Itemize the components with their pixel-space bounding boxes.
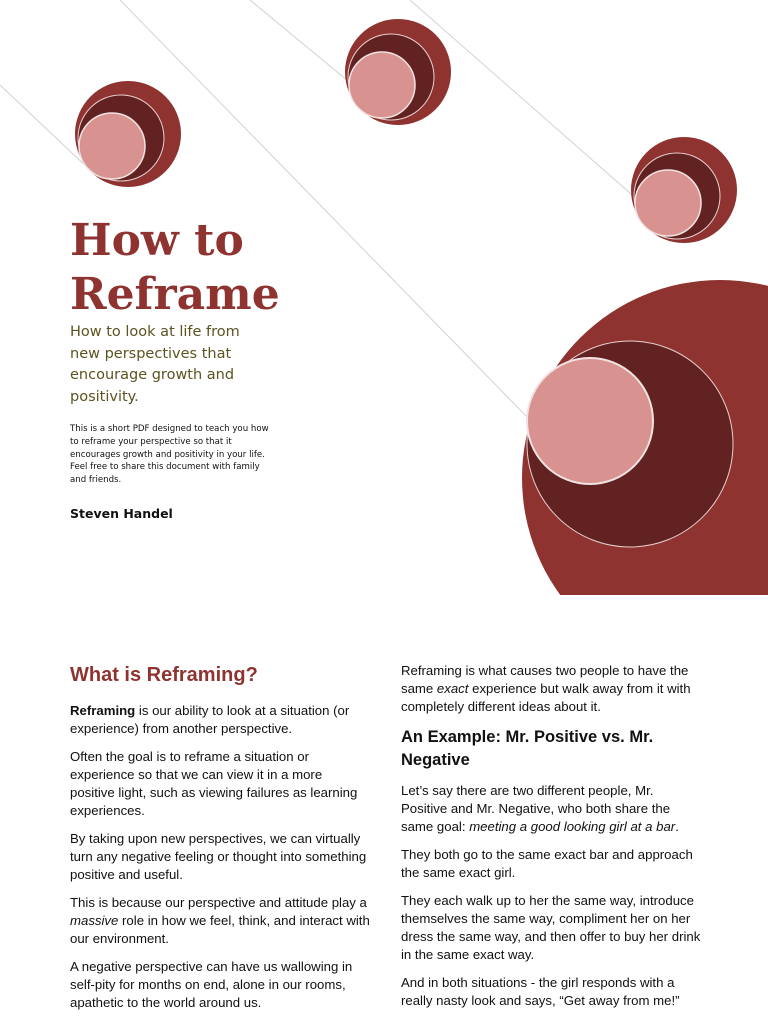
left-column [70,660,370,1022]
paragraph [70,894,370,948]
paragraph: A negative perspective can have us wallowing in self-pity for months on end, alone in our rooms, apathetic to the world around us. [70,959,353,1010]
document-subtitle: How to look at life from new perspectives that encourage growth and positivity. [70,324,240,405]
section-heading-example: An Example: Mr. Positive vs. Mr. Negative [401,728,654,769]
paragraph [70,702,370,738]
document-blurb: This is a short PDF designed to teach you how to reframe your perspective so that it encourages growth and positivity in your life. Feel free to share this document with family and friends. [70,424,269,486]
emphasis: massive [70,913,119,928]
document-title [70,214,280,322]
paragraph-text: role in how we feel, think, and interact with our environment. [70,913,370,946]
circle-cluster-2 [345,19,451,125]
paragraph-text: is our ability to look at a situation (or experience) from another perspective. [70,703,350,736]
paragraph: Often the goal is to reframe a situation or experience so that we can view it in a more positive light, such as viewing failures as learning experiences. [70,749,358,818]
emphasis: meeting a good looking girl at a bar [469,819,676,834]
paragraph [401,782,701,836]
circle-cluster-1 [75,81,181,187]
paragraph-text: This is because our perspective and attitude play a [70,895,367,910]
paragraph: They both go to the same exact bar and approach the same exact girl. [401,847,693,880]
title-line-1: How to [70,215,244,266]
paragraph: And in both situations - the girl responds with a really nasty look and says, “Get away from me!” [401,975,680,1008]
author-name: Steven Handel [70,506,173,521]
paragraph-text: Reframing is what causes two people to have the same [401,663,689,696]
section-heading-reframing: What is Reframing? [70,664,258,686]
paragraph-text: . [675,819,679,834]
diagonal-line [410,0,655,215]
emphasis: exact [436,681,469,696]
paragraph: They each walk up to her the same way, introduce themselves the same way, compliment her on her dress the same way, and then offer to buy her drink in the same exact way. [401,893,701,962]
paragraph: By taking upon new perspectives, we can virtually turn any negative feeling or thought into something positive and useful. [70,831,367,882]
title-line-2: Reframe [70,269,280,320]
right-column [401,662,701,1020]
paragraph-text: Let’s say there are two different people, Mr. Positive and Mr. Negative, who both share the same goal: [401,783,671,834]
circle-cluster-large [522,280,768,595]
circle-cluster-3 [631,137,737,243]
paragraph-text: experience but walk away from it with completely different ideas about it. [401,681,691,714]
bold-term: Reframing [70,703,136,718]
paragraph [401,662,701,716]
